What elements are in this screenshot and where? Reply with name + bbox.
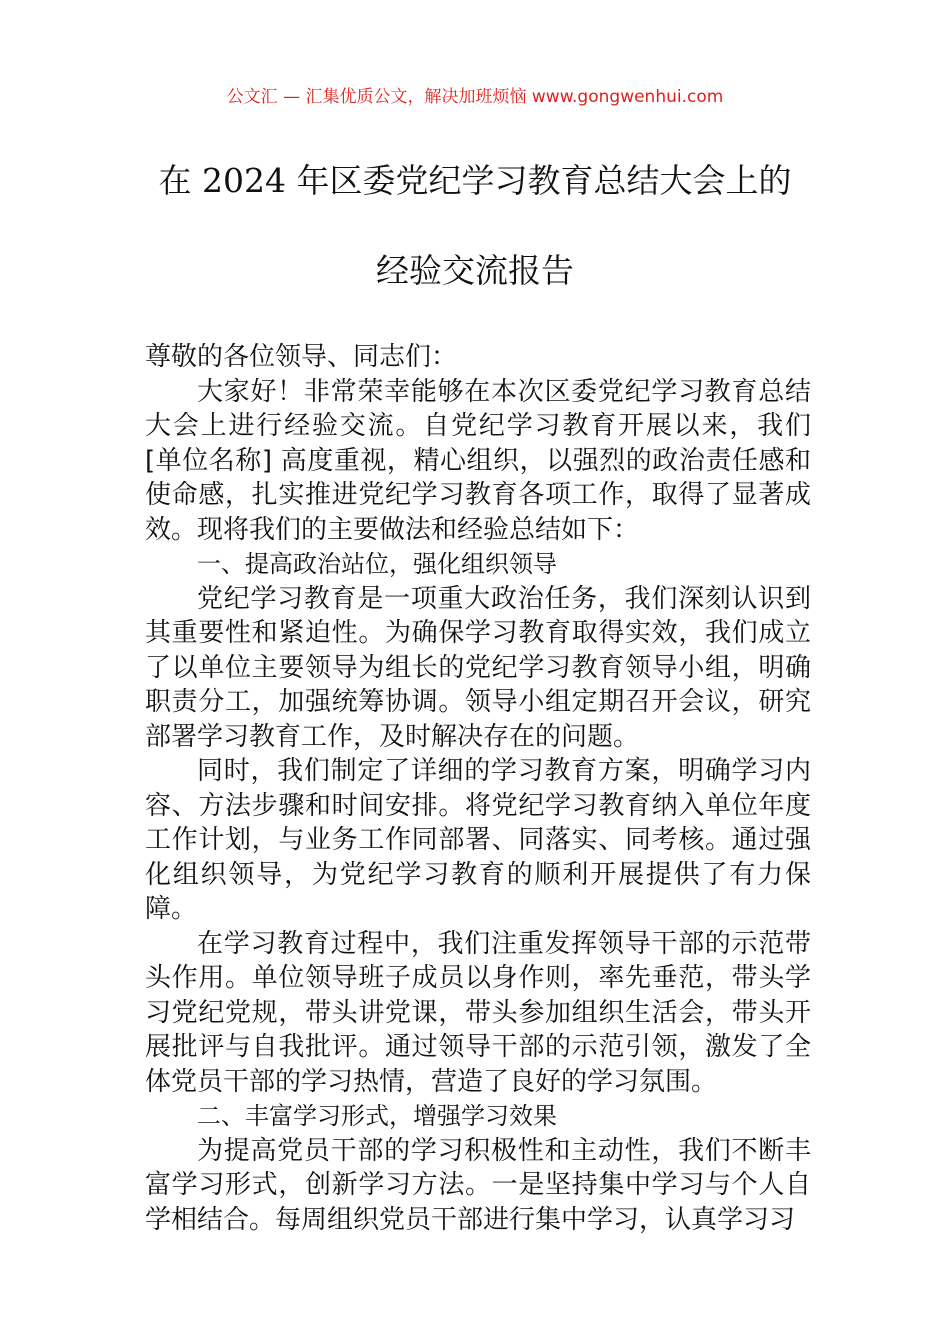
paragraph: 大家好！非常荣幸能够在本次区委党纪学习教育总结大会上进行经验交流。自党纪学习教育开展以来，我们 [单位名称] 高度重视，精心组织，以强烈的政治责任感和使命感，扎实推进党纪学习教育各项工作，取得了显著成效。现将我们的主要做法和经验总结如下： [145, 376, 811, 545]
document-body [145, 340, 811, 1237]
paragraph: 党纪学习教育是一项重大政治任务，我们深刻认识到其重要性和紧迫性。为确保学习教育取得实效，我们成立了以单位主要领导为组长的党纪学习教育领导小组，明确职责分工，加强统筹协调。领导小组定期召开会议，研究部署学习教育工作，及时解决存在的问题。 [145, 583, 811, 752]
section-heading: 一、提高政治站位，强化组织领导 [197, 550, 557, 578]
paragraph: 同时，我们制定了详细的学习教育方案，明确学习内容、方法步骤和时间安排。将党纪学习教育纳入单位年度工作计划，与业务工作同部署、同落实、同考核。通过强化组织领导，为党纪学习教育的顺利开展提供了有力保障。 [145, 756, 811, 924]
paragraph: 为提高党员干部的学习积极性和主动性，我们不断丰富学习形式，创新学习方法。一是坚持集中学习与个人自学相结合。每周组织党员干部进行集中学习，认真学习习 [145, 1135, 811, 1235]
document-title-line-2: 经验交流报告 [376, 251, 574, 290]
salutation: 尊敬的各位领导、同志们： [145, 342, 458, 372]
section-heading: 二、丰富学习形式，增强学习效果 [197, 1102, 557, 1130]
document-title-line-1: 在 2024 年区委党纪学习教育总结大会上的 [158, 161, 792, 200]
header-banner: 公文汇 — 汇集优质公文，解决加班烦恼 www.gongwenhui.com [226, 87, 724, 107]
paragraph: 在学习教育过程中，我们注重发挥领导干部的示范带头作用。单位领导班子成员以身作则，率先垂范，带头学习党纪党规，带头讲党课，带头参加组织生活会，带头开展批评与自我批评。通过领导干部的示范引领，激发了全体党员干部的学习热情，营造了良好的学习氛围。 [145, 928, 811, 1097]
